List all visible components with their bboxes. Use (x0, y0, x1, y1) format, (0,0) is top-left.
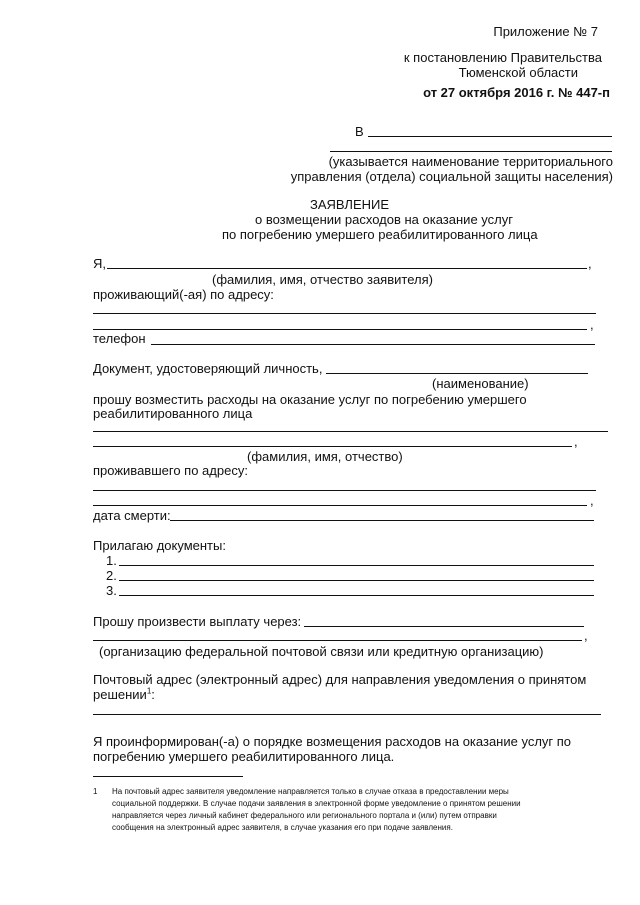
footnote-mark: 1 (146, 686, 152, 696)
comma: , (590, 317, 594, 332)
payment-hint: (организацию федеральной почтовой связи или кредитную организацию) (99, 644, 544, 659)
postal-text-1: Почтовый адрес (электронный адрес) для направления уведомления о принятом (93, 672, 587, 687)
deceased-fio-hint: (фамилия, имя, отчество) (247, 449, 403, 464)
deceased-address-line-2[interactable] (93, 505, 587, 506)
phone-field[interactable] (151, 344, 595, 345)
request-text-2: реабилитированного лица (93, 406, 253, 421)
footnote-text-4: сообщения на электронный адрес заявителя, в случае указания его при подаче заявления. (112, 823, 453, 832)
footnote-text-3: направляется через личный кабинет федерального или регионального портала и (или) путем отправки (112, 811, 497, 820)
footnote-text-1: На почтовый адрес заявителя уведомление направляется только в случае отказа в предоставлении меры (112, 787, 509, 796)
comma: , (574, 434, 578, 449)
document-item-number: 2. (106, 568, 117, 583)
addressee-field-line-1[interactable] (368, 136, 612, 137)
payment-field-line-1[interactable] (304, 626, 584, 627)
addressee-hint-2: управления (отдела) социальной защиты населения) (290, 169, 613, 184)
informed-text-1: Я проинформирован(-а) о порядке возмещения расходов на оказание услуг по (93, 734, 572, 749)
title-sub-1: о возмещении расходов на оказание услуг (255, 212, 513, 227)
footnote-number: 1 (93, 787, 98, 796)
addressee-hint-1: (указывается наименование территориального (328, 154, 613, 169)
deceased-address-label: проживавшего по адресу: (93, 463, 248, 478)
appendix-number: Приложение № 7 (493, 24, 598, 39)
title-sub-2: по погребению умершего реабилитированного лица (222, 227, 538, 242)
postal-address-field[interactable] (93, 714, 601, 715)
deceased-fio-line-2[interactable] (93, 446, 572, 447)
addressee-field-line-2[interactable] (330, 151, 612, 152)
applicant-address-line-2[interactable] (93, 329, 587, 330)
payment-field-line-2[interactable] (93, 640, 582, 641)
deceased-fio-line-1[interactable] (93, 431, 608, 432)
applicant-fio-field[interactable] (107, 268, 587, 269)
header-line-1: к постановлению Правительства (403, 50, 602, 65)
addressee-prefix: В (355, 124, 364, 139)
footnote-text-2: социальной поддержки. В случае подачи заявления в электронной форме уведомление о принятом решении (112, 799, 521, 808)
id-document-hint: (наименование) (432, 376, 529, 391)
header-line-2: Тюменской области (458, 65, 578, 80)
header-date: от 27 октября 2016 г. № 447-п (423, 85, 610, 100)
postal-text-2: решении$^1$: (93, 686, 155, 702)
death-date-label: дата смерти: (93, 508, 171, 523)
id-document-label: Документ, удостоверяющий личность, (93, 361, 323, 376)
deceased-address-line-1[interactable] (93, 490, 596, 491)
phone-label: телефон (93, 331, 146, 346)
document-title: ЗАЯВЛЕНИЕ (310, 197, 390, 212)
comma: , (588, 256, 592, 271)
applicant-fio-hint: (фамилия, имя, отчество заявителя) (212, 272, 433, 287)
footnote-separator (93, 776, 243, 777)
payment-label: Прошу произвести выплату через: (93, 614, 302, 629)
document-item-field-3[interactable] (119, 595, 594, 596)
applicant-address-label: проживающий(-ая) по адресу: (93, 287, 274, 302)
informed-text-2: погребению умершего реабилитированного лица. (93, 749, 395, 764)
death-date-field[interactable] (170, 520, 594, 521)
applicant-i-label: Я, (93, 256, 106, 271)
document-item-number: 1. (106, 553, 117, 568)
id-document-field[interactable] (326, 373, 588, 374)
comma: , (584, 628, 588, 643)
documents-label: Прилагаю документы: (93, 538, 226, 553)
document-item-number: 3. (106, 583, 117, 598)
document-item-field-2[interactable] (119, 580, 594, 581)
document-item-field-1[interactable] (119, 565, 594, 566)
applicant-address-line-1[interactable] (93, 313, 596, 314)
comma: , (590, 493, 594, 508)
request-text-1: прошу возместить расходы на оказание услуг по погребению умершего (93, 392, 527, 407)
